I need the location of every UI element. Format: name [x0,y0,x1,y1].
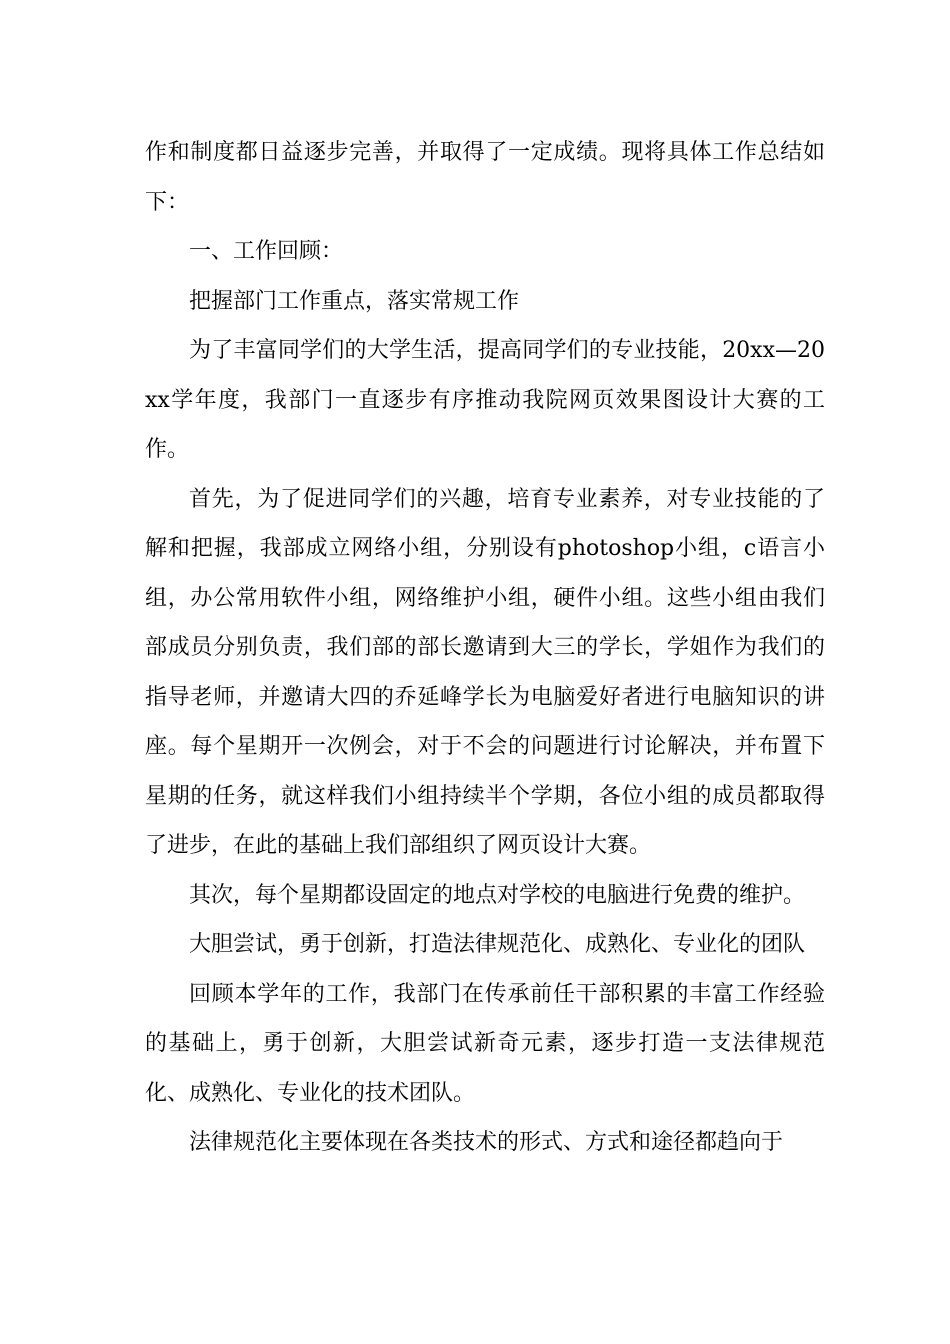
subheading-innovation-team: 大胆尝试，勇于创新，打造法律规范化、成熟化、专业化的团队 [189,932,806,957]
paragraph-free-maintenance: 其次，每个星期都设固定的地点对学校的电脑进行免费的维护。 [189,882,806,908]
document-body [145,128,825,1168]
subheading-routine-work: 把握部门工作重点，落实常规工作 [189,288,520,314]
paragraph-network-groups: 首先，为了促进同学们的兴趣，培育专业素养，对专业技能的了解和把握，我部成立网络小组，分别设有photoshop小组，c语言小组，办公常用软件小组，网络维护小组，硬件小组。这些小组由我们部成员分别负责，我们部的部长邀请到大三的学长，学姐作为我们的指导老师，并邀请大四的乔延峰学长为电脑爱好者进行电脑知识的讲座。每个星期开一次例会，对于不会的问题进行讨论解决，并布置下星期的任务，就这样我们小组持续半个学期，各位小组的成员都取得了进步，在此的基础上我们部组织了网页设计大赛。 [145,486,825,858]
paragraph-year-review: 回顾本学年的工作，我部门在传承前任干部积累的丰富工作经验的基础上，勇于创新，大胆尝试新奇元素，逐步打造一支法律规范化、成熟化、专业化的技术团队。 [145,981,825,1106]
paragraph-design-contest: 为了丰富同学们的大学生活，提高同学们的专业技能，20xx—20xx学年度，我部门一直逐步有序推动我院网页效果图设计大赛的工作。 [145,338,825,462]
paragraph-intro-continuation: 作和制度都日益逐步完善，并取得了一定成绩。现将具体工作总结如下： [145,140,825,215]
paragraph-standardization: 法律规范化主要体现在各类技术的形式、方式和途径都趋向于 [189,1130,784,1155]
section-heading-work-review: 一、工作回顾： [189,239,344,264]
